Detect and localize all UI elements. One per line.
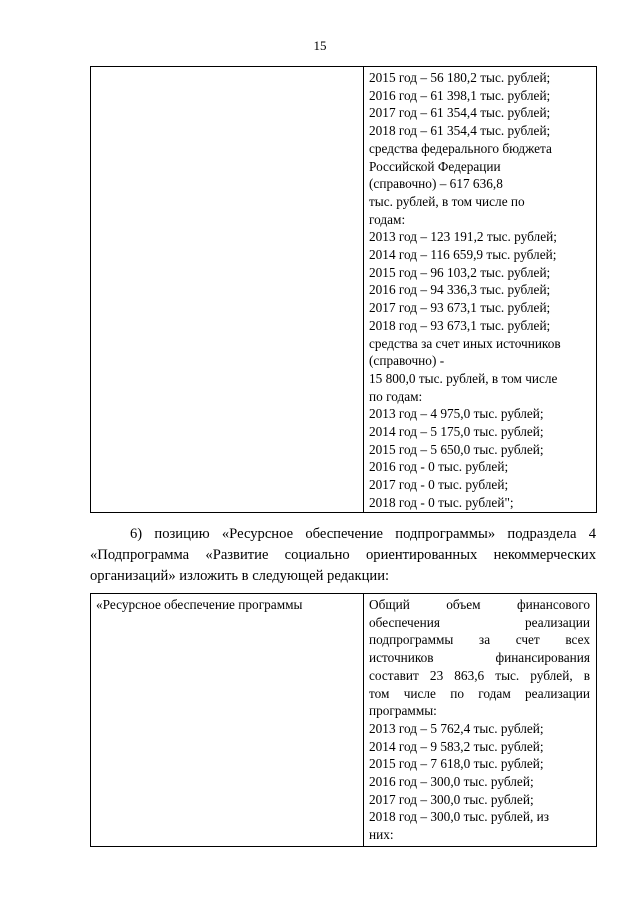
table-row (91, 594, 597, 847)
cell-value-text (364, 67, 596, 512)
cell-line: подпрограммы за счет всех (369, 632, 590, 648)
cell-line: составит 23 863,6 тыс. рублей, в (369, 667, 590, 683)
cell-line: 2013 год – 5 762,4 тыс. рублей; (369, 720, 544, 736)
amendment-paragraph (90, 524, 596, 587)
cell-line: 2015 год – 56 180,2 тыс. рублей; (369, 70, 551, 85)
cell-line: 2016 год - 0 тыс. рублей; (369, 459, 509, 475)
cell-line: обеспечения реализации (369, 614, 590, 630)
table-cell-value (364, 67, 597, 513)
cell-line: 2014 год – 5 175,0 тыс. рублей; (369, 424, 544, 440)
table-row (91, 67, 597, 513)
cell-line: программы: (369, 703, 437, 719)
cell-line: источников финансирования (369, 650, 590, 666)
cell-line: (справочно) - (369, 353, 445, 369)
resource-table-new (90, 593, 597, 847)
cell-line: 2013 год – 4 975,0 тыс. рублей; (369, 406, 544, 422)
paragraph-line: организаций» изложить в следующей редакции: (90, 568, 390, 584)
cell-line: тыс. рублей, в том числе по (369, 193, 525, 209)
resource-table-continued (90, 66, 597, 513)
cell-line: 2018 год – 93 673,1 тыс. рублей; (369, 317, 551, 333)
cell-line: 2015 год – 96 103,2 тыс. рублей; (369, 264, 551, 280)
cell-line: 2018 год - 0 тыс. рублей"; (369, 494, 514, 510)
cell-line: Российской Федерации (369, 158, 501, 174)
cell-line: Общий объем финансового (369, 597, 590, 612)
cell-line: 2018 год – 61 354,4 тыс. рублей; (369, 123, 551, 139)
cell-line: 2016 год – 94 336,3 тыс. рублей; (369, 282, 551, 298)
cell-line: 2014 год – 116 659,9 тыс. рублей; (369, 247, 557, 263)
cell-line: 2017 год – 93 673,1 тыс. рублей; (369, 300, 551, 316)
cell-line: 2017 год – 300,0 тыс. рублей; (369, 791, 534, 807)
table-cell-label (91, 594, 364, 847)
table-cell-value (364, 594, 597, 847)
cell-line: 2017 год – 61 354,4 тыс. рублей; (369, 105, 551, 121)
paragraph-line: 6) позицию «Ресурсное обеспечение подпрограммы» подраздела 4 (130, 526, 596, 542)
cell-line: 2016 год – 61 398,1 тыс. рублей; (369, 87, 551, 103)
cell-line: 2016 год – 300,0 тыс. рублей; (369, 774, 534, 790)
table-cell-label (91, 67, 364, 513)
cell-line: средства федерального бюджета (369, 140, 552, 156)
cell-value-text (364, 594, 596, 844)
paragraph-line: «Подпрограмма «Развитие социально ориентированных некоммерческих (90, 547, 596, 563)
cell-line: 2018 год – 300,0 тыс. рублей, из (369, 809, 549, 825)
cell-line: 2015 год – 5 650,0 тыс. рублей; (369, 441, 544, 457)
cell-label-text (91, 67, 363, 69)
cell-line: 15 800,0 тыс. рублей, в том числе (369, 370, 558, 386)
cell-line: по годам: (369, 388, 423, 404)
cell-line: 2014 год – 9 583,2 тыс. рублей; (369, 738, 544, 754)
page-number: 15 (313, 38, 327, 53)
cell-line: них: (369, 827, 394, 843)
cell-line: том числе по годам реализации (369, 685, 590, 701)
cell-line: 2015 год – 7 618,0 тыс. рублей; (369, 756, 544, 772)
cell-line: 2013 год – 123 191,2 тыс. рублей; (369, 229, 557, 245)
cell-line: средства за счет иных источников (369, 335, 561, 351)
cell-line: 2017 год - 0 тыс. рублей; (369, 477, 509, 493)
cell-label-text: «Ресурсное обеспечение программы (96, 597, 303, 612)
cell-line: годам: (369, 211, 406, 227)
cell-line: (справочно) – 617 636,8 (369, 176, 503, 192)
